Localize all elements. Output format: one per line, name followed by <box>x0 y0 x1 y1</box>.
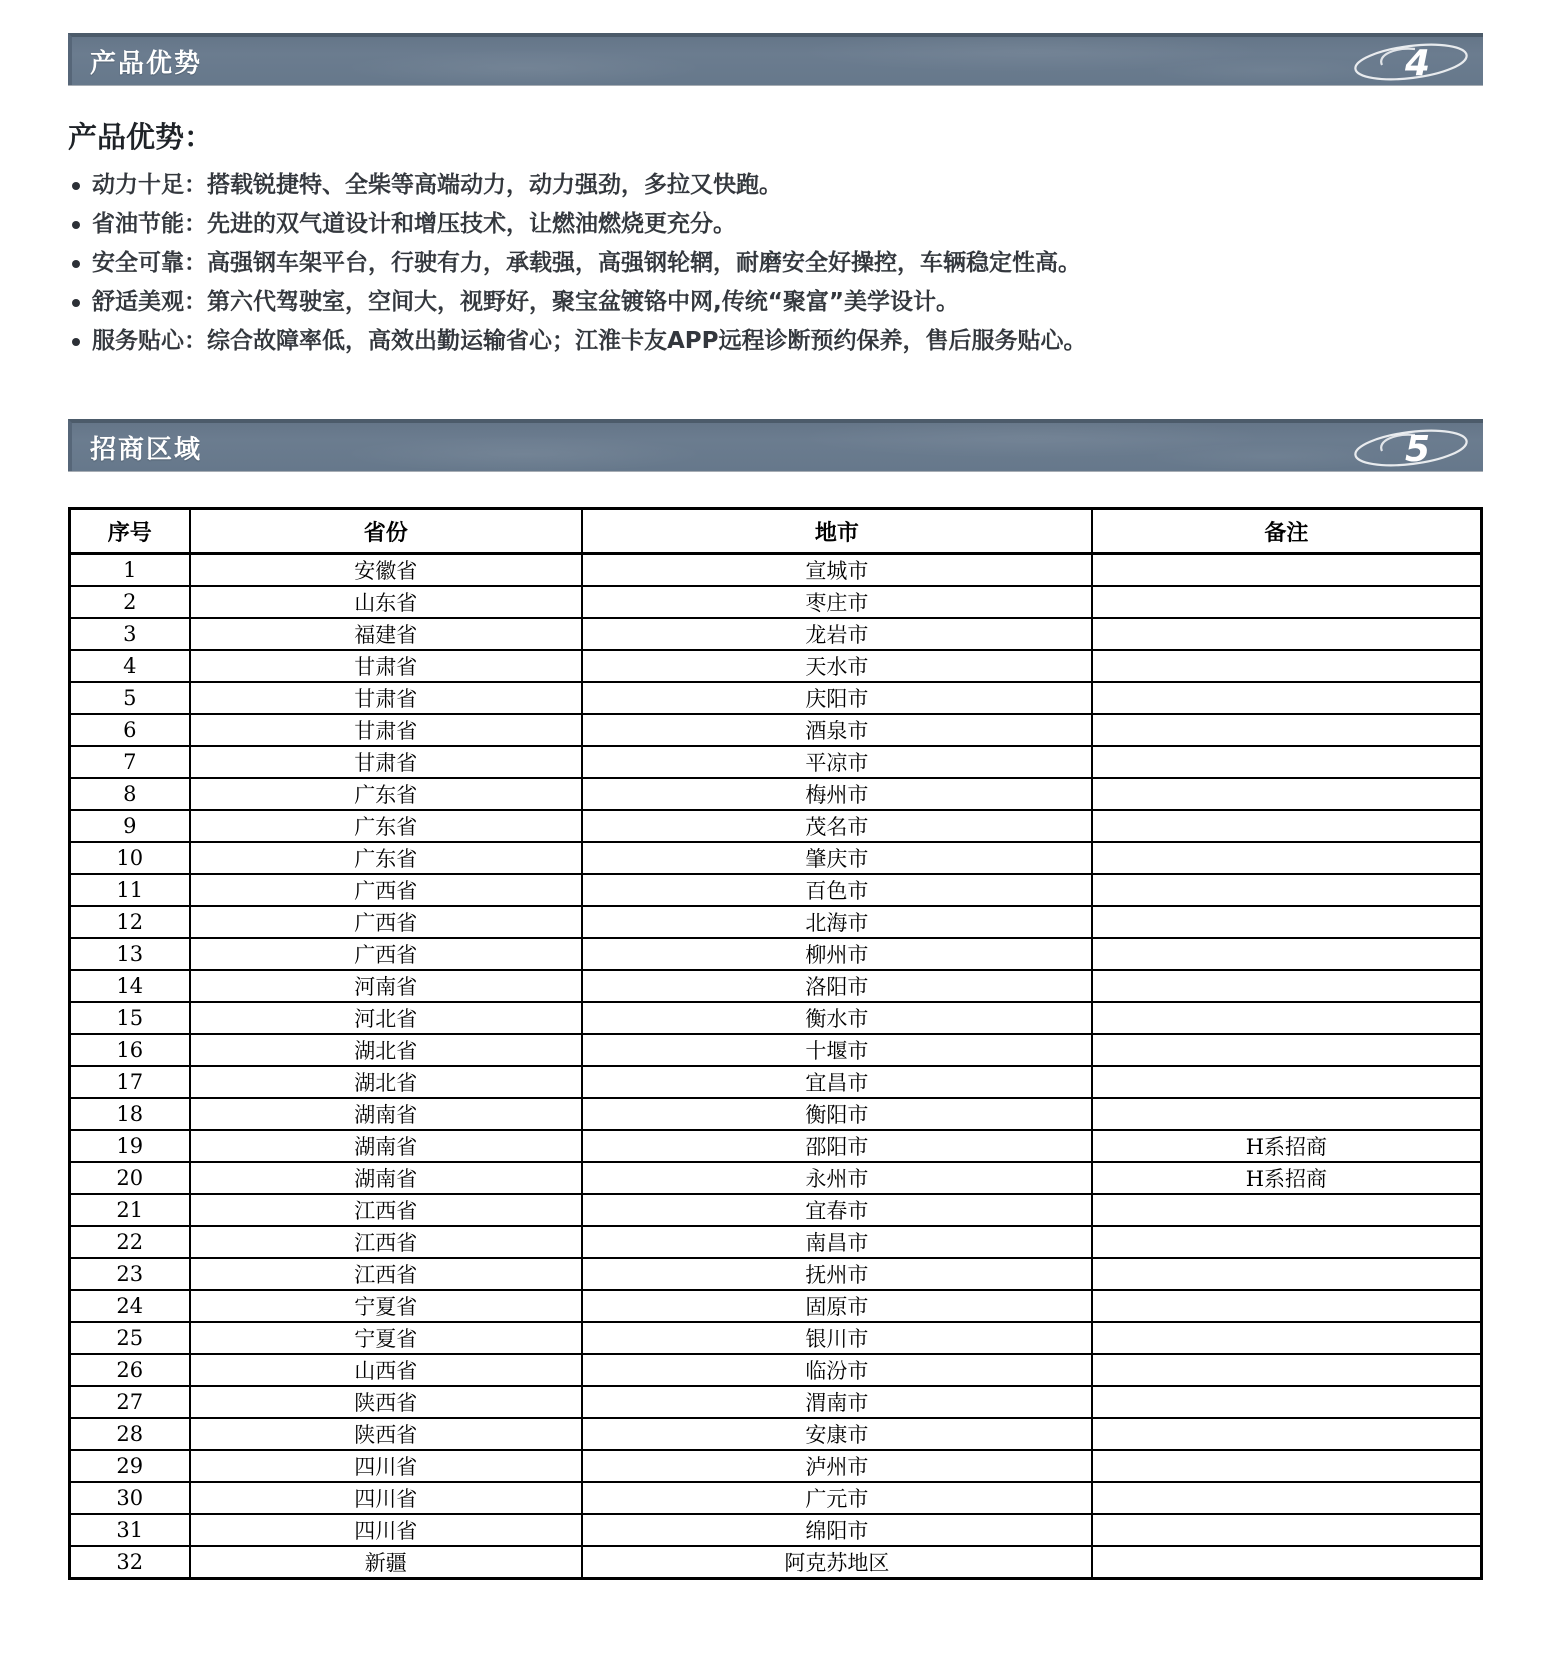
cell-remark <box>1092 1386 1482 1418</box>
cell-city: 永州市 <box>582 1162 1092 1194</box>
cell-no: 11 <box>70 874 190 906</box>
regions-table <box>68 507 1483 1580</box>
cell-city: 百色市 <box>582 874 1092 906</box>
page-number: 4 <box>1405 43 1431 84</box>
column-header-remark: 备注 <box>1092 509 1482 554</box>
table-row <box>70 618 1482 650</box>
bullet-text: 省油节能：先进的双气道设计和增压技术，让燃油燃烧更充分。 <box>92 211 736 237</box>
cell-remark <box>1092 1290 1482 1322</box>
table-row <box>70 810 1482 842</box>
column-header-no: 序号 <box>70 509 190 554</box>
cell-city: 北海市 <box>582 906 1092 938</box>
cell-no: 7 <box>70 746 190 778</box>
cell-city: 枣庄市 <box>582 586 1092 618</box>
table-row <box>70 1226 1482 1258</box>
table-row <box>70 906 1482 938</box>
cell-no: 29 <box>70 1450 190 1482</box>
cell-remark <box>1092 1418 1482 1450</box>
cell-remark <box>1092 746 1482 778</box>
cell-remark <box>1092 1258 1482 1290</box>
cell-city: 茂名市 <box>582 810 1092 842</box>
cell-province: 宁夏省 <box>190 1290 583 1322</box>
table-row <box>70 586 1482 618</box>
cell-no: 15 <box>70 1002 190 1034</box>
cell-no: 17 <box>70 1066 190 1098</box>
cell-no: 12 <box>70 906 190 938</box>
cell-no: 28 <box>70 1418 190 1450</box>
cell-remark <box>1092 554 1482 587</box>
cell-remark <box>1092 650 1482 682</box>
cell-province: 湖南省 <box>190 1130 583 1162</box>
cell-city: 衡水市 <box>582 1002 1092 1034</box>
cell-no: 27 <box>70 1386 190 1418</box>
cell-remark <box>1092 1034 1482 1066</box>
table-row <box>70 1482 1482 1514</box>
cell-no: 24 <box>70 1290 190 1322</box>
table-row <box>70 1514 1482 1546</box>
cell-city: 肇庆市 <box>582 842 1092 874</box>
bullet-marker-icon <box>72 299 80 307</box>
cell-remark <box>1092 1194 1482 1226</box>
table-row <box>70 554 1482 587</box>
cell-city: 梅州市 <box>582 778 1092 810</box>
bullet-marker-icon <box>72 260 80 268</box>
cell-remark <box>1092 618 1482 650</box>
table-row <box>70 1130 1482 1162</box>
table-row <box>70 874 1482 906</box>
cell-no: 23 <box>70 1258 190 1290</box>
table-row <box>70 1322 1482 1354</box>
cell-city: 临汾市 <box>582 1354 1092 1386</box>
cell-province: 湖南省 <box>190 1162 583 1194</box>
cell-no: 25 <box>70 1322 190 1354</box>
cell-no: 4 <box>70 650 190 682</box>
cell-city: 阿克苏地区 <box>582 1546 1092 1579</box>
table-row <box>70 778 1482 810</box>
cell-city: 邵阳市 <box>582 1130 1092 1162</box>
cell-city: 宜春市 <box>582 1194 1092 1226</box>
cell-no: 2 <box>70 586 190 618</box>
regions-table-body <box>70 554 1482 1579</box>
cell-province: 湖南省 <box>190 1098 583 1130</box>
cell-province: 河北省 <box>190 1002 583 1034</box>
regions-table-header <box>70 509 1482 554</box>
cell-no: 5 <box>70 682 190 714</box>
cell-province: 广西省 <box>190 874 583 906</box>
cell-city: 绵阳市 <box>582 1514 1092 1546</box>
section-bar-regions <box>68 419 1483 471</box>
cell-remark <box>1092 970 1482 1002</box>
cell-city: 宣城市 <box>582 554 1092 587</box>
cell-no: 18 <box>70 1098 190 1130</box>
table-row <box>70 1034 1482 1066</box>
cell-city: 柳州市 <box>582 938 1092 970</box>
table-row <box>70 650 1482 682</box>
table-row <box>70 970 1482 1002</box>
page-number-badge-icon <box>1349 36 1475 86</box>
table-row <box>70 1162 1482 1194</box>
cell-remark <box>1092 938 1482 970</box>
cell-province: 四川省 <box>190 1514 583 1546</box>
cell-province: 江西省 <box>190 1226 583 1258</box>
table-row <box>70 714 1482 746</box>
cell-city: 酒泉市 <box>582 714 1092 746</box>
table-header-row <box>70 509 1482 554</box>
cell-remark <box>1092 906 1482 938</box>
table-row <box>70 1098 1482 1130</box>
section-bar-title: 招商区域 <box>90 434 203 465</box>
bullet-text: 安全可靠：高强钢车架平台，行驶有力，承载强，高强钢轮辋，耐磨安全好操控，车辆稳定性高。 <box>92 250 1081 276</box>
cell-province: 广东省 <box>190 778 583 810</box>
bullet-item <box>68 252 1483 275</box>
cell-province: 宁夏省 <box>190 1322 583 1354</box>
bullet-text: 动力十足：搭载锐捷特、全柴等高端动力，动力强劲，多拉又快跑。 <box>92 172 782 198</box>
cell-province: 山东省 <box>190 586 583 618</box>
cell-province: 甘肃省 <box>190 746 583 778</box>
cell-city: 庆阳市 <box>582 682 1092 714</box>
bullet-item <box>68 213 1483 236</box>
cell-remark <box>1092 842 1482 874</box>
bullet-item <box>68 291 1483 314</box>
product-advantages-list <box>68 174 1483 353</box>
cell-province: 安徽省 <box>190 554 583 587</box>
cell-remark <box>1092 586 1482 618</box>
table-row <box>70 1258 1482 1290</box>
cell-city: 广元市 <box>582 1482 1092 1514</box>
cell-city: 平凉市 <box>582 746 1092 778</box>
cell-remark <box>1092 1066 1482 1098</box>
cell-city: 洛阳市 <box>582 970 1092 1002</box>
cell-remark <box>1092 874 1482 906</box>
product-advantages-heading: 产品优势： <box>68 120 214 154</box>
page-number-badge-icon <box>1349 422 1475 472</box>
table-row <box>70 1002 1482 1034</box>
cell-province: 广西省 <box>190 938 583 970</box>
cell-city: 泸州市 <box>582 1450 1092 1482</box>
cell-city: 天水市 <box>582 650 1092 682</box>
cell-province: 湖北省 <box>190 1066 583 1098</box>
cell-no: 31 <box>70 1514 190 1546</box>
cell-city: 固原市 <box>582 1290 1092 1322</box>
cell-province: 广东省 <box>190 810 583 842</box>
cell-no: 21 <box>70 1194 190 1226</box>
bullet-item <box>68 174 1483 197</box>
cell-city: 南昌市 <box>582 1226 1092 1258</box>
page-number: 5 <box>1405 429 1431 470</box>
cell-city: 银川市 <box>582 1322 1092 1354</box>
cell-remark <box>1092 682 1482 714</box>
section-bar-title: 产品优势 <box>90 48 203 79</box>
cell-city: 抚州市 <box>582 1258 1092 1290</box>
cell-province: 河南省 <box>190 970 583 1002</box>
bullet-item <box>68 330 1483 353</box>
cell-no: 20 <box>70 1162 190 1194</box>
cell-city: 安康市 <box>582 1418 1092 1450</box>
cell-province: 四川省 <box>190 1450 583 1482</box>
table-row <box>70 1546 1482 1579</box>
table-row <box>70 1066 1482 1098</box>
cell-province: 四川省 <box>190 1482 583 1514</box>
table-row <box>70 682 1482 714</box>
cell-remark: H系招商 <box>1092 1130 1482 1162</box>
cell-no: 32 <box>70 1546 190 1579</box>
cell-remark <box>1092 1322 1482 1354</box>
table-row <box>70 1450 1482 1482</box>
cell-no: 3 <box>70 618 190 650</box>
table-row <box>70 842 1482 874</box>
cell-remark <box>1092 1514 1482 1546</box>
cell-remark <box>1092 714 1482 746</box>
cell-no: 14 <box>70 970 190 1002</box>
cell-remark <box>1092 1098 1482 1130</box>
cell-no: 1 <box>70 554 190 587</box>
cell-province: 甘肃省 <box>190 714 583 746</box>
cell-province: 福建省 <box>190 618 583 650</box>
bullet-marker-icon <box>72 182 80 190</box>
cell-remark <box>1092 1450 1482 1482</box>
cell-remark <box>1092 778 1482 810</box>
cell-remark <box>1092 1354 1482 1386</box>
cell-province: 山西省 <box>190 1354 583 1386</box>
cell-city: 龙岩市 <box>582 618 1092 650</box>
bullet-text: 舒适美观：第六代驾驶室，空间大，视野好，聚宝盆镀铬中网,传统“聚富”美学设计。 <box>92 289 959 315</box>
column-header-city: 地市 <box>582 509 1092 554</box>
cell-remark: H系招商 <box>1092 1162 1482 1194</box>
table-row <box>70 938 1482 970</box>
cell-remark <box>1092 1226 1482 1258</box>
cell-province: 陕西省 <box>190 1386 583 1418</box>
table-row <box>70 746 1482 778</box>
cell-city: 十堰市 <box>582 1034 1092 1066</box>
cell-remark <box>1092 1002 1482 1034</box>
table-row <box>70 1418 1482 1450</box>
cell-no: 30 <box>70 1482 190 1514</box>
cell-city: 衡阳市 <box>582 1098 1092 1130</box>
cell-province: 新疆 <box>190 1546 583 1579</box>
bullet-text: 服务贴心：综合故障率低，高效出勤运输省心；江淮卡友APP远程诊断预约保养，售后服务贴心。 <box>92 328 1087 354</box>
table-row <box>70 1290 1482 1322</box>
cell-province: 湖北省 <box>190 1034 583 1066</box>
table-row <box>70 1354 1482 1386</box>
cell-province: 甘肃省 <box>190 682 583 714</box>
table-row <box>70 1386 1482 1418</box>
cell-no: 8 <box>70 778 190 810</box>
cell-no: 26 <box>70 1354 190 1386</box>
cell-province: 甘肃省 <box>190 650 583 682</box>
column-header-province: 省份 <box>190 509 583 554</box>
cell-province: 陕西省 <box>190 1418 583 1450</box>
cell-city: 渭南市 <box>582 1386 1092 1418</box>
cell-remark <box>1092 1482 1482 1514</box>
cell-remark <box>1092 810 1482 842</box>
bullet-marker-icon <box>72 221 80 229</box>
cell-no: 9 <box>70 810 190 842</box>
cell-no: 19 <box>70 1130 190 1162</box>
table-row <box>70 1194 1482 1226</box>
cell-no: 10 <box>70 842 190 874</box>
bullet-marker-icon <box>72 338 80 346</box>
cell-province: 江西省 <box>190 1194 583 1226</box>
cell-no: 13 <box>70 938 190 970</box>
cell-no: 16 <box>70 1034 190 1066</box>
cell-no: 22 <box>70 1226 190 1258</box>
cell-province: 江西省 <box>190 1258 583 1290</box>
cell-province: 广东省 <box>190 842 583 874</box>
cell-remark <box>1092 1546 1482 1579</box>
section-bar-product-advantages <box>68 33 1483 85</box>
cell-province: 广西省 <box>190 906 583 938</box>
cell-no: 6 <box>70 714 190 746</box>
cell-city: 宜昌市 <box>582 1066 1092 1098</box>
